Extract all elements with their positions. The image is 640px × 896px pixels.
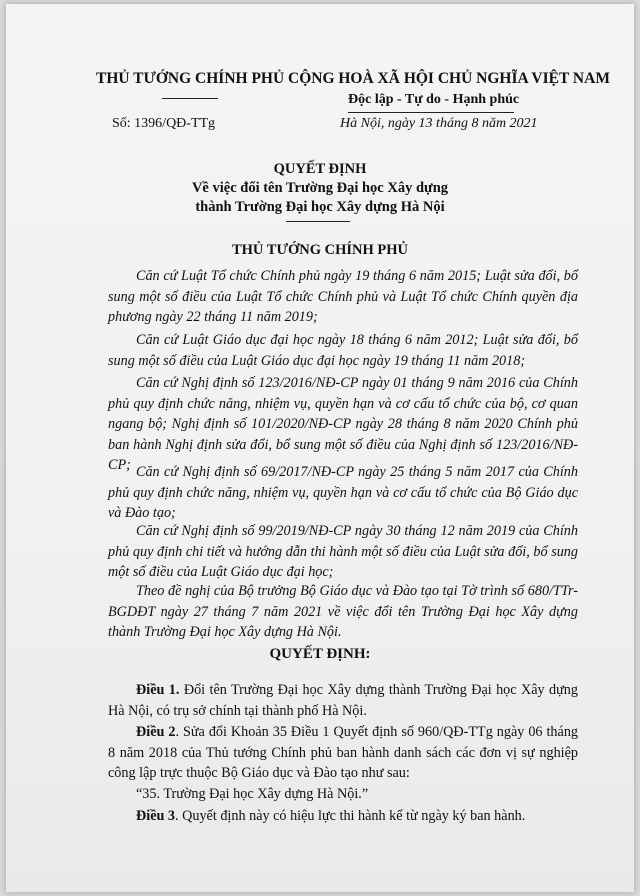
article-2-quote xyxy=(108,784,578,805)
preamble-clause: Căn cứ Luật Giáo dục đại học ngày 18 tháng 6 năm 2012; Luật sửa đổi, bổ sung một số điều của Luật Giáo dục đại học ngày 19 tháng 11 năm 2018; xyxy=(108,332,578,369)
preamble-clause: Căn cứ Nghị định số 99/2019/NĐ-CP ngày 30 tháng 12 năm 2019 của Chính phủ quy định chi tiết và hướng dẫn thi hành một số điều của Luật sửa đổi, bổ sung một số điều của Luật Giáo dục đại học; xyxy=(108,523,578,580)
article-label: Điều 1. xyxy=(136,682,180,698)
document-type: QUYẾT ĐỊNH xyxy=(273,161,367,177)
article-text: “35. Trường Đại học Xây dựng Hà Nội.” xyxy=(136,786,369,802)
article-2 xyxy=(108,722,578,784)
decision-heading: QUYẾT ĐỊNH: xyxy=(269,646,371,662)
authority-heading: THỦ TƯỚNG CHÍNH PHỦ xyxy=(231,242,409,258)
article-text: Đổi tên Trường Đại học Xây dựng thành Trường Đại học Xây dựng Hà Nội, có trụ sở chính tại thành phố Hà Nội. xyxy=(108,682,578,719)
motto-underline xyxy=(348,112,514,113)
document-number: Số: 1396/QĐ-TTg xyxy=(112,116,216,131)
subject-underline xyxy=(286,221,350,222)
article-text: . Quyết định này có hiệu lực thi hành kể từ ngày ký ban hành. xyxy=(175,808,526,824)
preamble-clause: Căn cứ Nghị định số 123/2016/NĐ-CP ngày 01 tháng 9 năm 2016 của Chính phủ quy định chức năng, nhiệm vụ, quyền hạn và cơ cấu tổ chức của bộ, cơ quan ngang bộ; Nghị định số 101/2020/NĐ-CP ngày 28 tháng 8 năm 2020 Chính phủ ban hành Nghị định sửa đổi, bổ sung một số điều của Nghị định số 123/2016/NĐ-CP; xyxy=(108,375,578,473)
article-label: Điều 2 xyxy=(136,724,176,740)
issuer-underline xyxy=(162,98,218,99)
article-1 xyxy=(108,680,578,721)
preamble-clause: Căn cứ Nghị định số 69/2017/NĐ-CP ngày 25 tháng 5 năm 2017 của Chính phủ quy định chức năng, nhiệm vụ, quyền hạn và cơ cấu tổ chức của Bộ Giáo dục và Đào tạo; xyxy=(108,464,578,521)
article-3 xyxy=(108,806,578,827)
issuer-name: THỦ TƯỚNG CHÍNH PHỦ xyxy=(96,70,285,87)
article-label: Điều 3 xyxy=(136,808,176,824)
subject-line-1: Về việc đổi tên Trường Đại học Xây dựng xyxy=(191,180,449,196)
national-motto: Độc lập - Tự do - Hạnh phúc xyxy=(348,92,520,107)
preamble-clause: Theo đề nghị của Bộ trưởng Bộ Giáo dục và Đào tạo tại Tờ trình số 680/TTr-BGDĐT ngày 27 tháng 7 năm 2021 về việc đổi tên Trường Đại học Xây dựng thành Trường Đại học Xây dựng Hà Nội. xyxy=(108,583,578,640)
article-text: . Sửa đổi Khoản 35 Điều 1 Quyết định số 960/QĐ-TTg ngày 06 tháng 8 năm 2018 của Thủ tướng Chính phủ ban hành danh sách các đơn vị sự nghiệp công lập trực thuộc Bộ Giáo dục và Đào tạo như sau: xyxy=(108,724,579,781)
preamble-clause: Căn cứ Luật Tổ chức Chính phủ ngày 19 tháng 6 năm 2015; Luật sửa đổi, bổ sung một số điều của Luật Tổ chức Chính phủ và Luật Tổ chức Chính quyền địa phương ngày 22 tháng 11 năm 2019; xyxy=(108,268,578,325)
nation-name: CỘNG HOÀ XÃ HỘI CHỦ NGHĨA VIỆT NAM xyxy=(288,70,610,87)
subject-line-2: thành Trường Đại học Xây dựng Hà Nội xyxy=(195,199,445,215)
place-date: Hà Nội, ngày 13 tháng 8 năm 2021 xyxy=(340,116,538,131)
